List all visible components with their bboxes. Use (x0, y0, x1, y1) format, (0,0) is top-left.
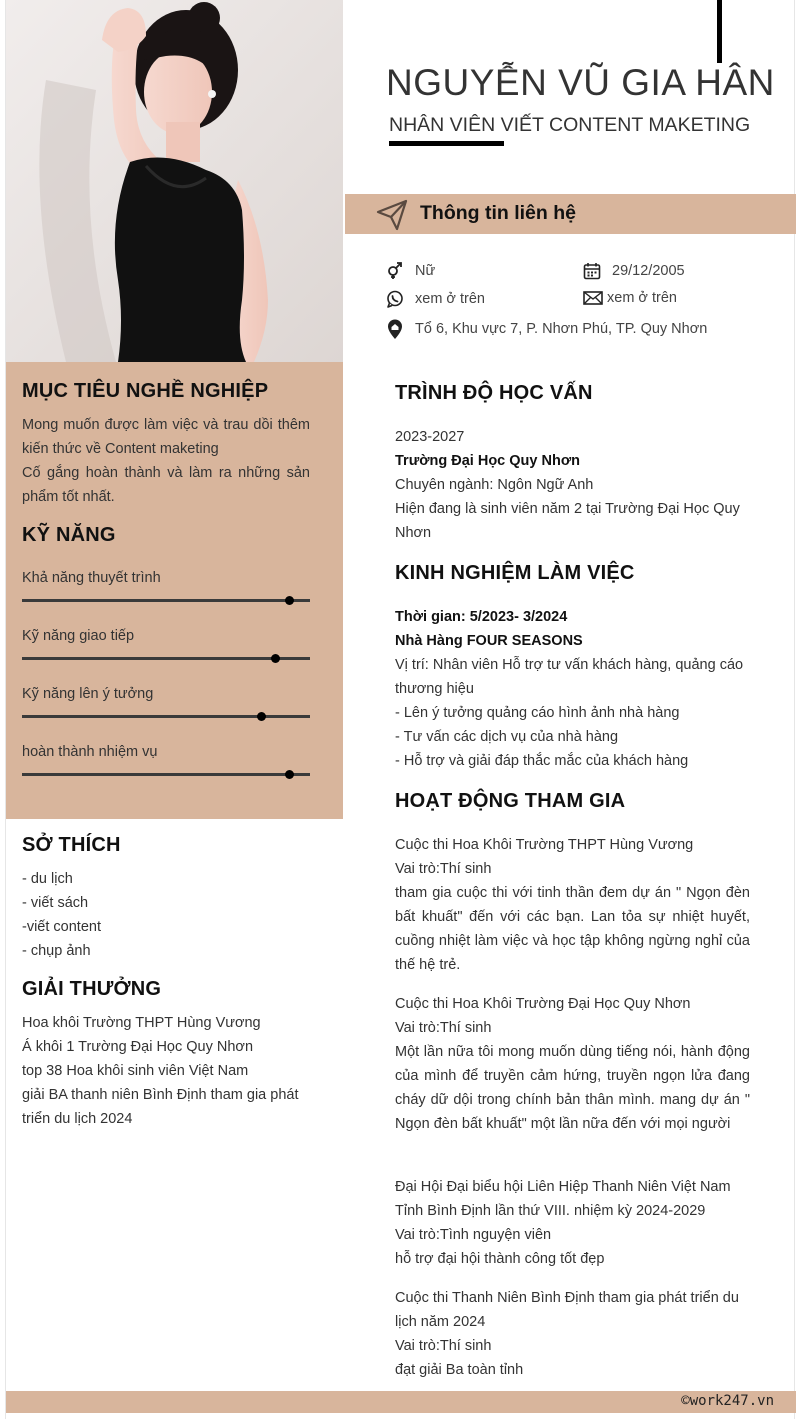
awards-list (22, 1011, 317, 1131)
decorative-underline (389, 141, 504, 146)
phone-value: xem ở trên (415, 291, 485, 307)
education-period: 2023-2027 (395, 429, 465, 445)
experience-period: Thời gian: 5/2023- 3/2024 (395, 609, 568, 625)
experience-title: KINH NGHIỆM LÀM VIỆC (395, 562, 635, 584)
contact-phone (386, 290, 485, 308)
activity-item (395, 992, 750, 1136)
paper-plane-icon (375, 198, 409, 232)
skill-item (22, 744, 310, 760)
activity-description: hỗ trợ đại hội thành công tốt đẹp (395, 1251, 605, 1267)
skill-label: hoàn thành nhiệm vụ (22, 744, 158, 760)
activity-role: Vai trò:Thí sinh (395, 1338, 492, 1354)
contact-header (345, 194, 796, 234)
experience-position: Vị trí: Nhân viên Hỗ trợ tư vấn khách hàng, quảng cáo thương hiệu (395, 657, 744, 697)
skill-item (22, 686, 310, 702)
footer-bar (6, 1391, 796, 1413)
contact-gender (386, 262, 435, 280)
contact-title: Thông tin liên hệ (420, 202, 576, 224)
candidate-role: NHÂN VIÊN VIẾT CONTENT MAKETING (389, 114, 751, 136)
skills-title: KỸ NĂNG (22, 524, 116, 546)
award-item: giải BA thanh niên Bình Định tham gia phát triển du lịch 2024 (22, 1087, 299, 1127)
birthday-value: 29/12/2005 (612, 263, 685, 279)
hobbies-title: SỞ THÍCH (22, 834, 121, 856)
skill-level-dot (257, 712, 266, 721)
activity-item (395, 1175, 750, 1271)
candidate-name: NGUYỄN VŨ GIA HÂN (386, 62, 775, 103)
experience-task: - Tư vấn các dịch vụ của nhà hàng (395, 729, 619, 745)
objective-title: MỤC TIÊU NGHỀ NGHIỆP (22, 380, 269, 402)
award-item: Á khôi 1 Trường Đại Học Quy Nhơn (22, 1039, 254, 1055)
activity-item (395, 833, 750, 977)
envelope-icon (583, 290, 603, 306)
activities-title: HOẠT ĐỘNG THAM GIA (395, 790, 626, 812)
email-value: xem ở trên (607, 290, 677, 306)
profile-photo-illustration (6, 0, 343, 362)
contact-address (386, 318, 707, 340)
skill-label: Kỹ năng lên ý tưởng (22, 686, 154, 702)
footer-brand: ©work247.vn (681, 1393, 774, 1409)
objective-line: Cố gắng hoàn thành và làm ra những sản phẩm tốt nhất. (22, 465, 310, 505)
activity-role: Vai trò:Tình nguyện viên (395, 1227, 552, 1243)
activity-name: Cuộc thi Thanh Niên Bình Định tham gia phát triển du lịch năm 2024 (395, 1290, 739, 1330)
skill-label: Khả năng thuyết trình (22, 570, 161, 586)
objective-text (22, 413, 310, 509)
contact-email (583, 290, 677, 306)
whatsapp-icon (386, 290, 404, 308)
education-major: Chuyên ngành: Ngôn Ngữ Anh (395, 477, 594, 493)
hobby-item: - du lịch (22, 871, 73, 887)
education-title: TRÌNH ĐỘ HỌC VẤN (395, 382, 593, 404)
experience-task: - Lên ý tưởng quảng cáo hình ảnh nhà hàng (395, 705, 680, 721)
skill-bar (22, 599, 310, 602)
hobby-item: -viết content (22, 919, 101, 935)
experience-task: - Hỗ trợ và giải đáp thắc mắc của khách hàng (395, 753, 689, 769)
contact-birthday (583, 262, 685, 280)
activity-description: Một lần nữa tôi mong muốn dùng tiếng nói, hành động của mình để truyền cảm hứng, truyền ngọn lửa đang cháy dữ dội trong chính bản thân mình. mang dự án " Ngọn đèn bất khuất" một lần nữa đến với mọi người (395, 1044, 750, 1132)
activity-role: Vai trò:Thí sinh (395, 1020, 492, 1036)
activity-name: Cuộc thi Hoa Khôi Trường Đại Học Quy Nhơn (395, 996, 691, 1012)
skill-level-dot (271, 654, 280, 663)
award-item: top 38 Hoa khôi sinh viên Việt Nam (22, 1063, 249, 1079)
skill-label: Kỹ năng giao tiếp (22, 628, 135, 644)
education-note: Hiện đang là sinh viên năm 2 tại Trường Đại Học Quy Nhơn (395, 501, 740, 541)
hobbies-list (22, 867, 312, 963)
skill-item (22, 628, 310, 644)
skill-bar (22, 773, 310, 776)
skill-bar (22, 715, 310, 718)
hobby-item: - chụp ảnh (22, 943, 91, 959)
decorative-vertical-bar (717, 0, 722, 63)
activity-item (395, 1286, 750, 1382)
address-value: Tổ 6, Khu vực 7, P. Nhơn Phú, TP. Quy Nhơn (415, 321, 708, 337)
skill-item (22, 570, 310, 586)
profile-photo (6, 0, 343, 362)
award-item: Hoa khôi Trường THPT Hùng Vương (22, 1015, 261, 1031)
awards-title: GIẢI THƯỞNG (22, 978, 162, 1000)
gender-icon (386, 262, 404, 280)
location-pin-icon (386, 318, 404, 340)
skill-bar (22, 657, 310, 660)
activity-description: tham gia cuộc thi với tinh thần đem dự án " Ngọn đèn bất khuất" đến với các bạn. Lan tỏa sự nhiệt huyết, cuồng nhiệt làm việc và học tập không ngừng nghỉ của thế hệ trẻ. (395, 885, 750, 973)
hobby-item: - viết sách (22, 895, 89, 911)
activity-description: đạt giải Ba toàn tỉnh (395, 1362, 524, 1378)
activity-role: Vai trò:Thí sinh (395, 861, 492, 877)
experience-block (395, 605, 750, 773)
objective-line: Mong muốn được làm việc và trau dồi thêm kiến thức về Content maketing (22, 417, 310, 457)
education-block (395, 425, 750, 545)
gender-value: Nữ (415, 263, 436, 279)
activity-name: Đại Hội Đại biểu hội Liên Hiệp Thanh Niên Việt Nam Tỉnh Bình Định lần thứ VIII. nhiệm kỳ 2024-2029 (395, 1179, 731, 1219)
activity-name: Cuộc thi Hoa Khôi Trường THPT Hùng Vương (395, 837, 694, 853)
education-school: Trường Đại Học Quy Nhơn (395, 453, 580, 469)
experience-company: Nhà Hàng FOUR SEASONS (395, 633, 583, 649)
cv-page (5, 0, 795, 1419)
calendar-icon (583, 262, 601, 280)
